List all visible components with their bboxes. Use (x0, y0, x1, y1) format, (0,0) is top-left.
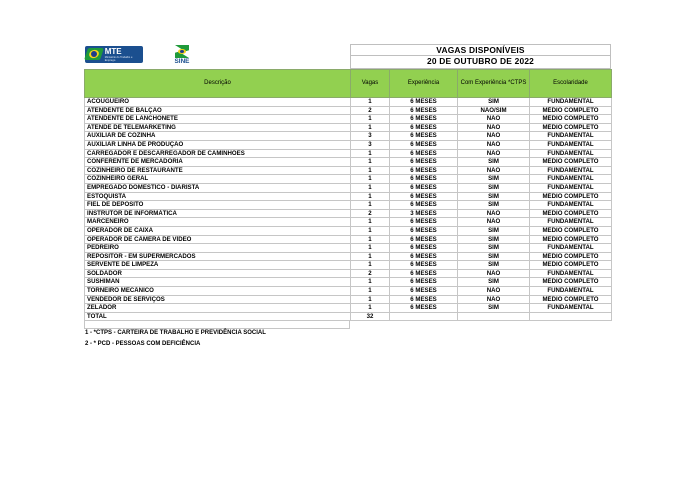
mte-logo-subtitle: Ministério do Trabalho e Emprego (104, 55, 133, 62)
sine-flag-icon (175, 45, 189, 58)
cell-escolaridade: MÉDIO COMPLETO (530, 295, 612, 304)
cell-descricao: OPERADOR DE CAIXA (85, 226, 351, 235)
table-row (85, 175, 612, 184)
column-header-vagas: Vagas (351, 70, 390, 98)
table-row (85, 98, 612, 107)
sine-logo-name: SINE (174, 58, 190, 65)
total-label: TOTAL (85, 312, 351, 321)
cell-experiencia: 6 MESES (390, 261, 458, 270)
cell-ctps: NÃO (458, 115, 530, 124)
table-row (85, 123, 612, 132)
cell-ctps: SIM (458, 201, 530, 210)
cell-experiencia: 6 MESES (390, 252, 458, 261)
cell-vagas: 1 (351, 166, 390, 175)
cell-escolaridade: FUNDAMENTAL (530, 166, 612, 175)
cell-descricao: ATENDE DE TELEMARKETING (85, 123, 351, 132)
table-row (85, 252, 612, 261)
cell-ctps: SIM (458, 252, 530, 261)
cell-descricao: ACOUGUEIRO (85, 98, 351, 107)
cell-descricao: CONFERENTE DE MERCADORIA (85, 158, 351, 167)
cell-escolaridade: MEDIO COMPLETO (530, 235, 612, 244)
column-header-descricao: Descrição (85, 70, 351, 98)
cell-escolaridade: FUNDAMENTAL (530, 149, 612, 158)
column-header-experiencia: Experiência (390, 70, 458, 98)
cell-escolaridade: MÉDIO COMPLETO (530, 158, 612, 167)
cell-descricao: ATENDENTE DE BALÇÃO (85, 106, 351, 115)
column-header-ctps: Com Experiência *CTPS (458, 70, 530, 98)
cell-descricao: SUSHIMAN (85, 278, 351, 287)
total-empty-cell (458, 312, 530, 321)
cell-experiencia: 6 MESES (390, 226, 458, 235)
cell-vagas: 1 (351, 218, 390, 227)
cell-experiencia: 6 MESES (390, 98, 458, 107)
cell-vagas: 1 (351, 98, 390, 107)
cell-experiencia: 6 MESES (390, 132, 458, 141)
cell-descricao: CARREGADOR E DESCARREGADOR DE CAMINHÕES (85, 149, 351, 158)
table-body (85, 98, 612, 313)
cell-ctps: NÃO (458, 123, 530, 132)
cell-ctps: NÃO (458, 149, 530, 158)
table-row (85, 192, 612, 201)
cell-vagas: 1 (351, 235, 390, 244)
total-empty-cell (530, 312, 612, 321)
cell-escolaridade: FUNDAMENTAL (530, 183, 612, 192)
cell-ctps: SIM (458, 183, 530, 192)
cell-experiencia: 6 MESES (390, 106, 458, 115)
cell-vagas: 1 (351, 252, 390, 261)
cell-vagas: 1 (351, 295, 390, 304)
total-empty-cell (390, 312, 458, 321)
cell-vagas: 1 (351, 158, 390, 167)
footnote-pcd: 2 - * PCD - PESSOAS COM DEFICIÊNCIA (85, 340, 201, 347)
table-row (85, 183, 612, 192)
table-row (85, 158, 612, 167)
cell-experiencia: 6 MESES (390, 235, 458, 244)
cell-descricao: SERVENTE DE LIMPEZA (85, 261, 351, 270)
cell-experiencia: 6 MESES (390, 123, 458, 132)
title-area (350, 44, 611, 69)
sheet-header (84, 44, 611, 69)
cell-experiencia: 6 MESES (390, 166, 458, 175)
cell-descricao: EMPREGADO DOMESTICO - DIARISTA (85, 183, 351, 192)
cell-descricao: COZINHEIRO GERAL (85, 175, 351, 184)
column-header-escolaridade: Escolaridade (530, 70, 612, 98)
cell-experiencia: 3 MESES (390, 209, 458, 218)
cell-ctps: SIM (458, 304, 530, 313)
table-row (85, 304, 612, 313)
cell-descricao: MARCENEIRO (85, 218, 351, 227)
cell-experiencia: 6 MESES (390, 295, 458, 304)
cell-vagas: 3 (351, 132, 390, 141)
cell-experiencia: 6 MESES (390, 149, 458, 158)
cell-vagas: 1 (351, 287, 390, 296)
cell-escolaridade: FUNDAMENTAL (530, 201, 612, 210)
table-row (85, 166, 612, 175)
table-row (85, 287, 612, 296)
job-openings-sheet (84, 44, 611, 329)
cell-escolaridade: FUNDAMENTAL (530, 244, 612, 253)
cell-experiencia: 6 MESES (390, 278, 458, 287)
mte-logo (85, 46, 143, 63)
cell-escolaridade: FUNDAMENTAL (530, 175, 612, 184)
cell-vagas: 1 (351, 226, 390, 235)
cell-escolaridade: FUNDAMENTAL (530, 218, 612, 227)
table-row (85, 115, 612, 124)
table-row (85, 261, 612, 270)
cell-experiencia: 6 MESES (390, 201, 458, 210)
cell-ctps: NÃO (458, 287, 530, 296)
cell-ctps: NÃO (458, 218, 530, 227)
sine-logo (170, 45, 194, 67)
cell-vagas: 1 (351, 304, 390, 313)
table-row (85, 149, 612, 158)
table-row (85, 226, 612, 235)
cell-escolaridade: FUNDAMENTAL (530, 98, 612, 107)
cell-descricao: REPOSITOR - EM SUPERMERCADOS (85, 252, 351, 261)
cell-vagas: 2 (351, 106, 390, 115)
cell-experiencia: 6 MESES (390, 158, 458, 167)
cell-ctps: SIM (458, 278, 530, 287)
cell-experiencia: 6 MESES (390, 218, 458, 227)
cell-descricao: ATENDENTE DE LANCHONETE (85, 115, 351, 124)
cell-escolaridade: MÉDIO COMPLETO (530, 252, 612, 261)
cell-vagas: 1 (351, 278, 390, 287)
total-row (85, 312, 612, 321)
cell-experiencia: 6 MESES (390, 287, 458, 296)
table-row (85, 106, 612, 115)
cell-ctps: SIM (458, 244, 530, 253)
table-row (85, 235, 612, 244)
cell-vagas: 2 (351, 269, 390, 278)
cell-escolaridade: MÉDIO COMPLETO (530, 106, 612, 115)
cell-ctps: NÃO (458, 209, 530, 218)
cell-ctps: SIM (458, 226, 530, 235)
cell-vagas: 1 (351, 261, 390, 270)
cell-experiencia: 6 MESES (390, 269, 458, 278)
cell-vagas: 1 (351, 175, 390, 184)
cell-experiencia: 6 MESES (390, 175, 458, 184)
cell-experiencia: 6 MESES (390, 192, 458, 201)
mte-logo-name: MTE (104, 46, 122, 56)
cell-ctps: NÃO/SIM (458, 106, 530, 115)
cell-escolaridade: MÉDIO COMPLETO (530, 192, 612, 201)
cell-descricao: VENDEDOR DE SERVIÇOS (85, 295, 351, 304)
cell-escolaridade: FUNDAMENTAL (530, 140, 612, 149)
cell-descricao: AUXILIAR LINHA DE PRODUÇÃO (85, 140, 351, 149)
table-row (85, 201, 612, 210)
cell-escolaridade: MÉDIO COMPLETO (530, 115, 612, 124)
cell-descricao: ESTOQUISTA (85, 192, 351, 201)
cell-ctps: SIM (458, 192, 530, 201)
cell-escolaridade: MEDIO COMPLETO (530, 261, 612, 270)
cell-ctps: SIM (458, 158, 530, 167)
cell-ctps: NÃO (458, 295, 530, 304)
cell-descricao: TORNEIRO MECÂNICO (85, 287, 351, 296)
cell-ctps: NÃO (458, 140, 530, 149)
cell-vagas: 1 (351, 183, 390, 192)
table-row (85, 269, 612, 278)
cell-vagas: 1 (351, 123, 390, 132)
cell-vagas: 1 (351, 244, 390, 253)
table-row (85, 132, 612, 141)
cell-vagas: 1 (351, 115, 390, 124)
cell-descricao: PEDREIRO (85, 244, 351, 253)
cell-descricao: INSTRUTOR DE INFORMÁTICA (85, 209, 351, 218)
table-row (85, 140, 612, 149)
cell-ctps: SIM (458, 98, 530, 107)
logo-area (84, 44, 350, 69)
report-date: 20 DE OUTUBRO DE 2022 (351, 56, 611, 69)
cell-vagas: 2 (351, 209, 390, 218)
cell-escolaridade: MÉDIO COMPLETO (530, 123, 612, 132)
cell-vagas: 3 (351, 140, 390, 149)
table-header-row (85, 70, 612, 98)
total-vagas: 32 (351, 312, 390, 321)
cell-escolaridade: MÉDIO COMPLETO (530, 209, 612, 218)
cell-ctps: NÃO (458, 166, 530, 175)
cell-descricao: FIEL DE DEPÓSITO (85, 201, 351, 210)
table-row (85, 278, 612, 287)
footnotes (85, 328, 266, 349)
cell-escolaridade: FUNDAMENTAL (530, 269, 612, 278)
cell-experiencia: 6 MESES (390, 115, 458, 124)
cell-vagas: 1 (351, 201, 390, 210)
page-title: VAGAS DISPONÍVEIS (351, 44, 611, 56)
cell-experiencia: 6 MESES (390, 304, 458, 313)
cell-ctps: NÃO (458, 269, 530, 278)
cell-escolaridade: MEDIO COMPLETO (530, 226, 612, 235)
cell-descricao: AUXILIAR DE COZINHA (85, 132, 351, 141)
cell-escolaridade: FUNDAMENTAL (530, 304, 612, 313)
table-row (85, 295, 612, 304)
job-openings-table (84, 69, 612, 321)
cell-ctps: SIM (458, 175, 530, 184)
cell-ctps: SIM (458, 235, 530, 244)
cell-descricao: SOLDADOR (85, 269, 351, 278)
table-row (85, 209, 612, 218)
table-row (85, 218, 612, 227)
cell-experiencia: 6 MESES (390, 244, 458, 253)
footnote-ctps: 1 - *CTPS - CARTEIRA DE TRABALHO E PREVIDÊNCIA SOCIAL (85, 330, 266, 336)
cell-escolaridade: MÉDIO COMPLETO (530, 278, 612, 287)
cell-descricao: ZELADOR (85, 304, 351, 313)
cell-escolaridade: FUNDAMENTAL (530, 287, 612, 296)
table-row (85, 244, 612, 253)
brazil-flag-icon (86, 47, 102, 62)
cell-experiencia: 6 MESES (390, 140, 458, 149)
cell-descricao: COZINHEIRO DE RESTAURANTE (85, 166, 351, 175)
cell-ctps: NÃO (458, 132, 530, 141)
cell-experiencia: 6 MESES (390, 183, 458, 192)
cell-vagas: 1 (351, 192, 390, 201)
cell-ctps: SIM (458, 261, 530, 270)
cell-descricao: OPERADOR DE CÂMERA DE VÍDEO (85, 235, 351, 244)
cell-vagas: 1 (351, 149, 390, 158)
cell-escolaridade: FUNDAMENTAL (530, 132, 612, 141)
